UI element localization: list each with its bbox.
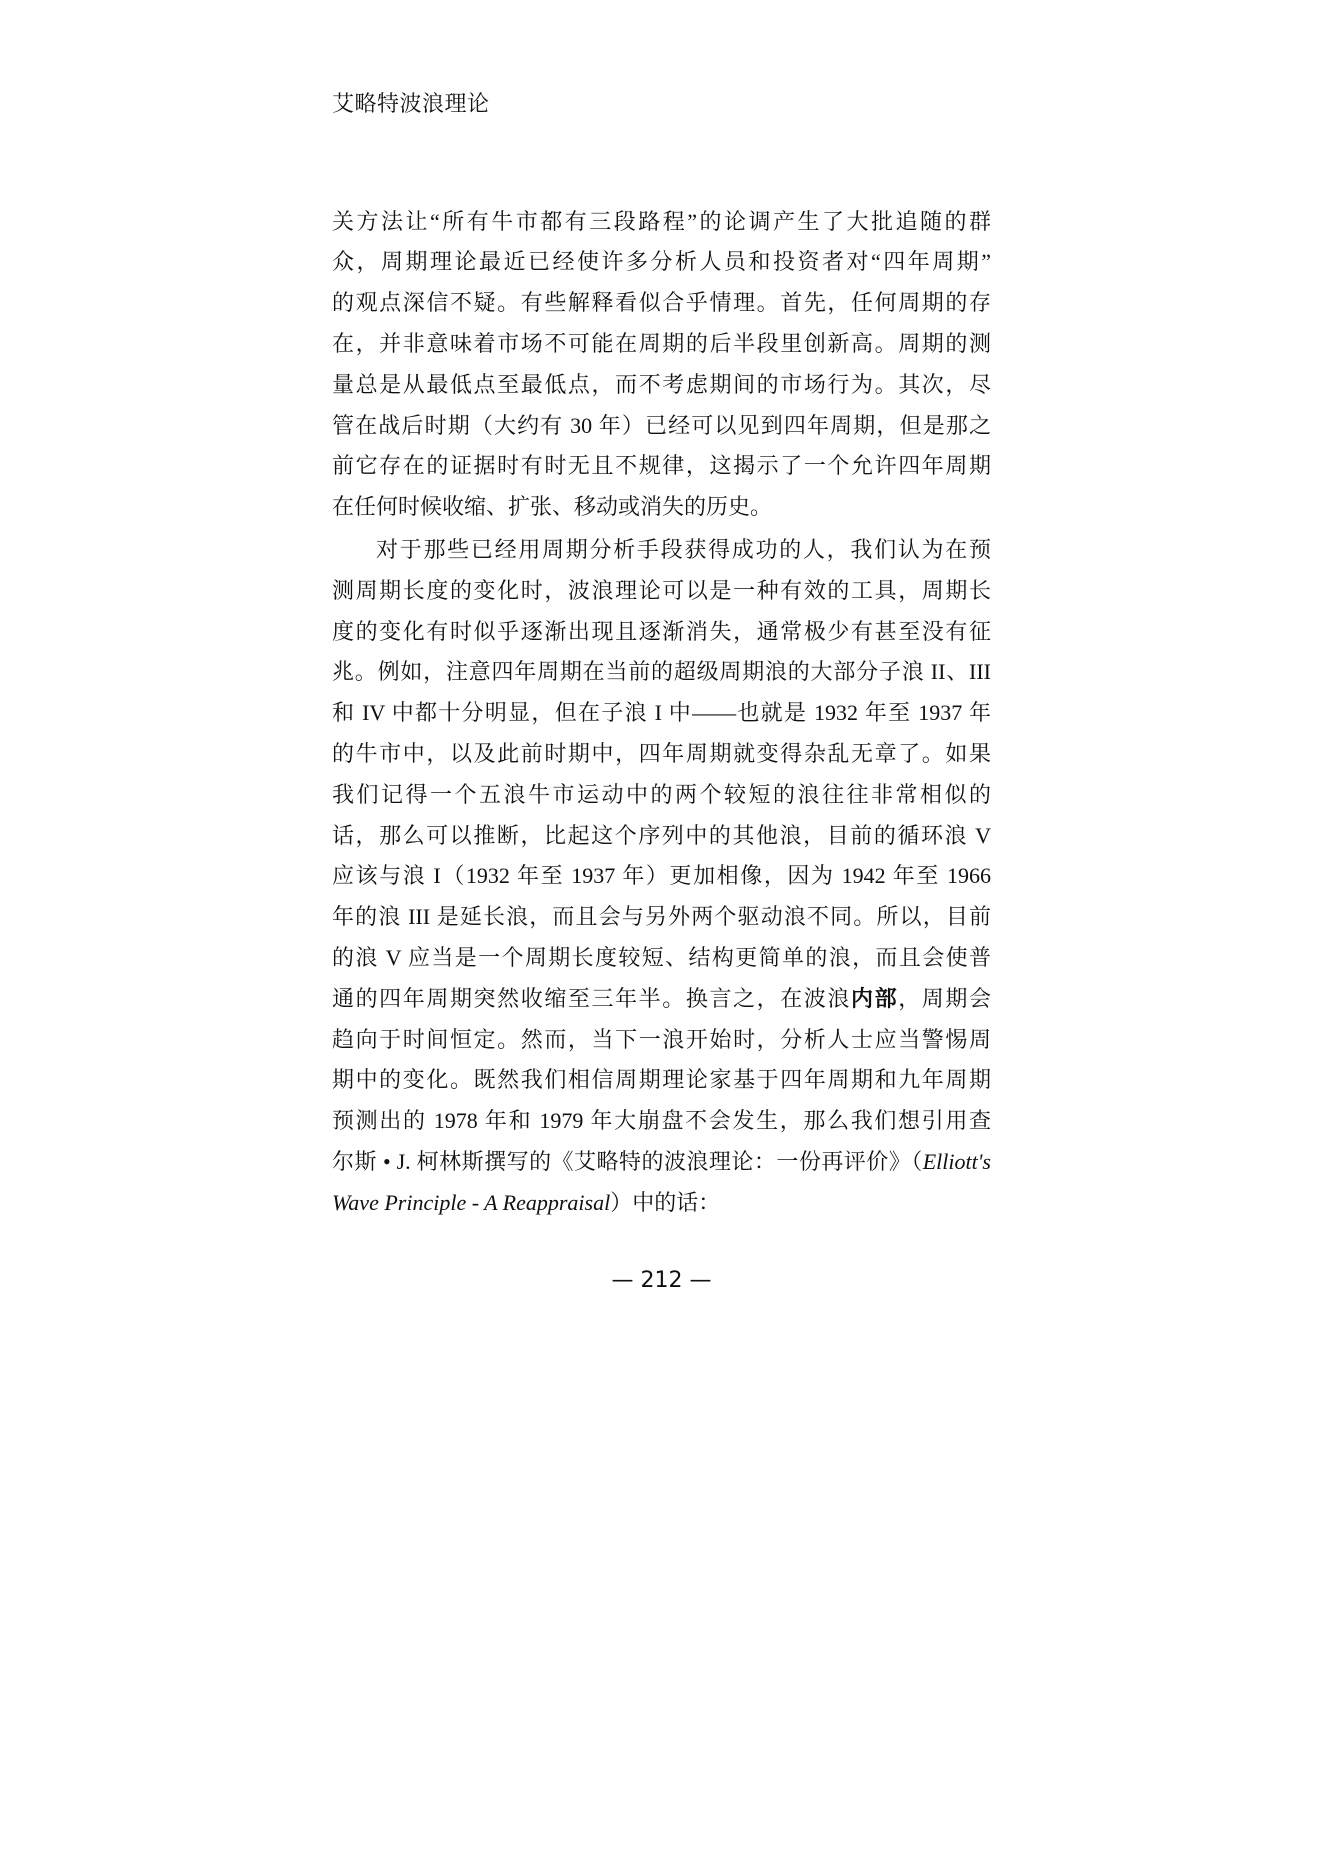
body-line: 的观点深信不疑。有些解释看似合乎情理。首先，任何周期的存 bbox=[332, 290, 991, 316]
body-line: 兆。例如，注意四年周期在当前的超级周期浪的大部分子浪 II、III bbox=[332, 659, 991, 685]
body-line: 关方法让“所有牛市都有三段路程”的论调产生了大批追随的群 bbox=[332, 208, 991, 234]
running-title: 艾略特波浪理论 bbox=[332, 92, 490, 117]
book-title-italic: Wave Principle - A Reappraisal bbox=[332, 1189, 611, 1215]
body-line: 期中的变化。既然我们相信周期理论家基于四年周期和九年周期 bbox=[332, 1067, 991, 1093]
paragraph bbox=[332, 202, 991, 528]
paragraph bbox=[332, 530, 991, 1224]
body-line: 年的浪 III 是延长浪，而且会与另外两个驱动浪不同。所以，目前 bbox=[332, 904, 991, 930]
line-text: ，周期会 bbox=[898, 985, 991, 1011]
line-text: 通的四年周期突然收缩至三年半。换言之，在波浪 bbox=[332, 985, 852, 1011]
body-line bbox=[332, 1183, 991, 1224]
page-number: — 212 — bbox=[611, 1268, 712, 1293]
emphasized-term: 内部 bbox=[851, 986, 899, 1012]
line-text: 尔斯 • J. 柯林斯撰写的《艾略特的波浪理论：一份再评价》（ bbox=[332, 1148, 923, 1174]
body-line: 话，那么可以推断，比起这个序列中的其他浪，目前的循环浪 V bbox=[332, 822, 991, 848]
body-line: 我们记得一个五浪牛市运动中的两个较短的浪往往非常相似的 bbox=[332, 781, 991, 807]
body-line: 趋向于时间恒定。然而，当下一浪开始时，分析人士应当警惕周 bbox=[332, 1026, 991, 1052]
body-text bbox=[332, 202, 991, 1224]
body-line: 的浪 V 应当是一个周期长度较短、结构更简单的浪，而且会使普 bbox=[332, 944, 991, 970]
body-line: 管在战后时期（大约有 30 年）已经可以见到四年周期，但是那之 bbox=[332, 412, 991, 438]
body-line: 和 IV 中都十分明显，但在子浪 I 中——也就是 1932 年至 1937 年 bbox=[332, 700, 991, 726]
line-text: ）中的话： bbox=[610, 1189, 721, 1215]
body-line: 在任何时候收缩、扩张、移动或消失的历史。 bbox=[332, 494, 773, 520]
body-line: 预测出的 1978 年和 1979 年大崩盘不会发生，那么我们想引用查 bbox=[332, 1108, 991, 1134]
body-line: 在，并非意味着市场不可能在周期的后半段里创新高。周期的测 bbox=[332, 330, 991, 356]
body-line: 度的变化有时似乎逐渐出现且逐渐消失，通常极少有甚至没有征 bbox=[332, 618, 991, 644]
body-line: 测周期长度的变化时，波浪理论可以是一种有效的工具，周期长 bbox=[332, 577, 991, 603]
body-line: 的牛市中，以及此前时期中，四年周期就变得杂乱无章了。如果 bbox=[332, 740, 991, 766]
body-line bbox=[332, 979, 991, 1020]
body-line: 对于那些已经用周期分析手段获得成功的人，我们认为在预 bbox=[376, 536, 991, 562]
body-line: 众，周期理论最近已经使许多分析人员和投资者对“四年周期” bbox=[332, 249, 992, 275]
body-line bbox=[332, 1142, 991, 1183]
body-line: 前它存在的证据时有时无且不规律，这揭示了一个允许四年周期 bbox=[332, 453, 991, 479]
book-title-italic: Elliott's bbox=[922, 1148, 991, 1174]
body-line: 量总是从最低点至最低点，而不考虑期间的市场行为。其次，尽 bbox=[332, 371, 991, 397]
body-line: 应该与浪 I（1932 年至 1937 年）更加相像，因为 1942 年至 1966 bbox=[332, 863, 991, 889]
